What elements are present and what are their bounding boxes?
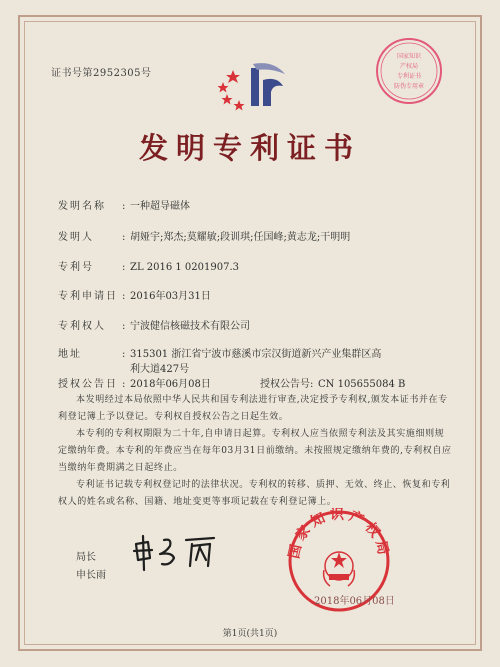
certificate-number: 证书号第2952305号: [51, 68, 152, 79]
body-paragraph: 本发明经过本局依照中华人民共和国专利法进行审查,决定授予专利权,颁发本证书并在专利登记簿上予以登记。专利权自授权公告之日起生效。: [58, 395, 448, 422]
field-value: 胡娅宇;郑杰;莫耀敏;段训琪;任国峰;黄志龙;干明明: [130, 232, 351, 243]
field-label: 专利号: [58, 262, 94, 273]
field-grant-date: 授权公告日 : 2018年06月08日: [58, 375, 211, 390]
field-label: 专利权人: [58, 321, 106, 332]
handwritten-signature: [130, 532, 220, 574]
field-patentee: 专利权人 : 宁波健信核磁技术有限公司: [58, 317, 250, 332]
field-value: 2016年03月31日: [130, 291, 211, 302]
page-number: 第1页(共1页): [222, 629, 278, 639]
field-value: 利大道427号: [130, 364, 190, 375]
svg-text:国家知识产权局: 国家知识产权局: [286, 508, 392, 561]
certificate-body: [58, 392, 453, 511]
body-paragraph: 本专利的专利权期限为二十年,自申请日起算。专利权人应当依照专利法及其实施细则规定缴纳年费。本专利的年费应当在每年03月31日前缴纳。未按照规定缴纳年费的,专利权自应当缴纳年费期满之日起终止。: [58, 429, 452, 473]
field-label: 发明名称: [58, 201, 106, 212]
field-address-line2: [130, 360, 189, 375]
signature-name: 申长雨: [76, 570, 106, 581]
field-application-date: 专利申请日 : 2016年03月31日: [58, 287, 211, 302]
field-label: 授权公告日: [58, 379, 118, 390]
svg-text:防伪专用章: 防伪专用章: [393, 83, 425, 90]
certificate-title: 发明专利证书: [138, 131, 361, 165]
field-value: 315301 浙江省宁波市慈溪市宗汉街道新兴产业集群区高: [130, 349, 382, 360]
cnipa-logo-icon: [213, 62, 289, 114]
field-inventors: 发明人 : 胡娅宇;郑杰;莫耀敏;段训琪;任国峰;黄志龙;干明明: [58, 228, 350, 243]
svg-text:国家知识: 国家知识: [396, 53, 422, 60]
field-patent-number: 专利号 : ZL 2016 1 0201907.3: [58, 258, 239, 273]
field-value: CN 105655084 B: [318, 379, 406, 390]
seal-date: 2018年06月08日: [314, 596, 395, 607]
field-value: 宁波健信核磁技术有限公司: [130, 321, 250, 332]
field-value: 2018年06月08日: [130, 379, 211, 390]
field-label: 授权公告号: [260, 379, 310, 390]
svg-text:专利证书: 专利证书: [396, 73, 422, 80]
field-value: ZL 2016 1 0201907.3: [130, 262, 240, 273]
field-invention-name: 发明名称 : 一种超导磁体: [58, 197, 190, 212]
field-address: 地址 : 315301 浙江省宁波市慈溪市宗汉街道新兴产业集群区高: [58, 345, 381, 360]
field-value: 一种超导磁体: [130, 201, 190, 212]
field-label: 发明人: [58, 232, 94, 243]
anti-counterfeit-seal: [374, 36, 444, 106]
body-paragraph: 专利证书记载专利权登记时的法律状况。专利权的转移、质押、无效、终止、恢复和专利权人的姓名或名称、国籍、地址变更等事项记载在专利登记簿上。: [58, 480, 451, 507]
field-label: 地址: [58, 349, 82, 360]
field-label: 专利申请日: [58, 291, 118, 302]
signature-role: 局长: [76, 552, 96, 563]
svg-text:产权局: 产权局: [399, 63, 419, 70]
field-grant-number: 授权公告号: CN 105655084 B: [260, 379, 406, 390]
